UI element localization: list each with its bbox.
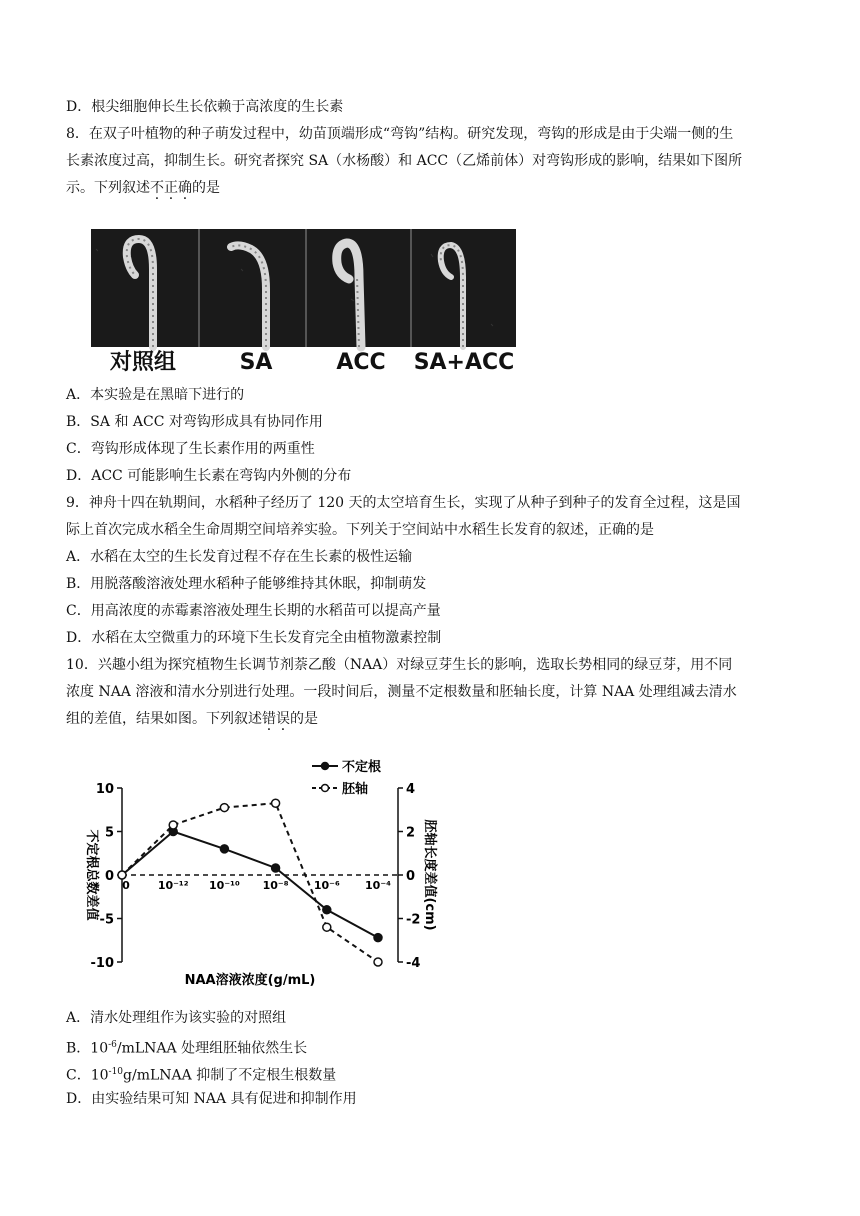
q8-emph-char: 不 — [150, 180, 164, 196]
x-axis-label: NAA溶液浓度(g/mL) — [184, 973, 316, 988]
series-point-0 — [374, 934, 382, 942]
x-tick-label: 10⁻⁸ — [262, 879, 289, 892]
q10-stem-pre: 组的差值，结果如图。下列叙述 — [66, 711, 262, 727]
figure-label-sa: SA — [239, 350, 273, 375]
legend-marker-1 — [322, 785, 329, 792]
legend-label-0: 不定根 — [342, 760, 382, 775]
series-point-0 — [220, 845, 228, 853]
q8-option-c: C．弯钩形成体现了生长素作用的两重性 — [66, 441, 315, 457]
x-tick-label: 0 — [122, 879, 130, 892]
series-point-1 — [220, 804, 228, 812]
q8-stem-line1: 8．在双子叶植物的种子萌发过程中，幼苗顶端形成“弯钩”结构。研究发现，弯钩的形成是由于尖端一侧的生 — [66, 126, 734, 142]
q10-emph-char: 误 — [276, 711, 290, 727]
q10-stem-line3 — [66, 709, 318, 729]
q10-option-c-pre: C．10 — [66, 1067, 109, 1084]
q9-option-d: D．水稻在太空微重力的环境下生长发育完全由植物激素控制 — [66, 630, 442, 646]
q8-option-a: A．本实验是在黑暗下进行的 — [66, 387, 245, 403]
q9-option-a: A．水稻在太空的生长发育过程不存在生长素的极性运输 — [66, 549, 413, 565]
q7-option-d: D．根尖细胞伸长生长依赖于高浓度的生长素 — [66, 99, 344, 115]
left-axis-label: 不定根总数差值 — [84, 829, 99, 921]
q10-option-c — [66, 1062, 336, 1086]
q10-option-b-exp: -6 — [108, 1040, 117, 1050]
q10-option-b-post: /mLNAA 处理组胚轴依然生长 — [116, 1040, 308, 1057]
left-tick-label: 10 — [95, 782, 114, 797]
figure-label-acc: ACC — [336, 350, 386, 375]
naa-chart — [80, 758, 440, 988]
figure-label-sa-acc: SA+ACC — [413, 350, 515, 375]
q10-emph-char: 错 — [262, 711, 276, 727]
q10-option-b-pre: B．10 — [66, 1040, 109, 1057]
q10-stem-line2: 浓度 NAA 溶液和清水分别进行处理。一段时间后，测量不定根数量和胚轴长度，计算 NAA 处理组减去清水 — [66, 684, 737, 700]
left-tick-label: 5 — [104, 825, 114, 841]
q8-emph-char: 正 — [164, 180, 178, 196]
series-point-0 — [272, 864, 280, 872]
q8-stem-line2: 长素浓度过高，抑制生长。研究者探究 SA（水杨酸）和 ACC（乙烯前体）对弯钩形成的影响，结果如下图所 — [66, 153, 743, 169]
q8-stem-pre: 示。下列叙述 — [66, 180, 150, 196]
q10-stem-post: 的是 — [290, 711, 318, 727]
q8-emph-char: 确 — [178, 180, 192, 196]
x-tick-label: 10⁻¹² — [157, 879, 189, 892]
q8-option-b: B．SA 和 ACC 对弯钩形成具有协同作用 — [66, 414, 323, 430]
right-tick-label: -4 — [406, 956, 421, 971]
q10-option-c-exp: -10 — [108, 1067, 124, 1077]
q8-option-d: D．ACC 可能影响生长素在弯钩内外侧的分布 — [66, 468, 352, 484]
q9-stem-line1: 9．神舟十四在轨期间，水稻种子经历了 120 天的太空培育生长，实现了从种子到种子的发育全过程，这是国 — [66, 495, 741, 511]
q9-option-c: C．用高浓度的赤霉素溶液处理生长期的水稻苗可以提高产量 — [66, 603, 441, 619]
q10-option-b — [66, 1035, 307, 1059]
figure-label-control: 对照组 — [109, 350, 177, 375]
x-tick-label: 10⁻⁴ — [365, 879, 391, 892]
x-tick-label: 10⁻⁶ — [313, 879, 340, 892]
q9-option-b: B．用脱落酸溶液处理水稻种子能够维持其休眠，抑制萌发 — [66, 576, 427, 592]
q8-stem-line3 — [66, 178, 220, 198]
right-tick-label: 2 — [406, 825, 416, 841]
series-point-0 — [323, 906, 331, 914]
series-point-1 — [118, 871, 126, 879]
q10-option-d: D．由实验结果可知 NAA 具有促进和抑制作用 — [66, 1091, 357, 1107]
right-tick-label: 4 — [406, 782, 416, 797]
left-tick-label: 0 — [104, 869, 114, 884]
legend-label-1: 胚轴 — [342, 782, 369, 797]
series-point-1 — [323, 923, 331, 931]
right-axis-label: 胚轴长度差值(cm) — [422, 819, 437, 931]
series-point-1 — [374, 958, 382, 966]
legend-marker-0 — [322, 763, 329, 770]
series-point-1 — [169, 821, 177, 829]
seedling-photo — [91, 229, 516, 378]
right-tick-label: -2 — [406, 912, 421, 928]
q8-stem-post: 的是 — [192, 180, 220, 196]
right-tick-label: 0 — [406, 869, 416, 884]
left-tick-label: -10 — [90, 956, 114, 971]
series-point-1 — [272, 799, 280, 807]
q10-stem-line1: 10．兴趣小组为探究植物生长调节剂萘乙酸（NAA）对绿豆芽生长的影响，选取长势相同的绿豆芽，用不同 — [66, 657, 733, 673]
left-tick-label: -5 — [99, 912, 114, 928]
q10-option-a: A．清水处理组作为该实验的对照组 — [66, 1010, 287, 1026]
x-tick-label: 10⁻¹⁰ — [209, 879, 240, 892]
q9-stem-line2: 际上首次完成水稻全生命周期空间培养实验。下列关于空间站中水稻生长发育的叙述，正确的是 — [66, 522, 654, 538]
q10-option-c-post: g/mLNAA 抑制了不定根生根数量 — [123, 1067, 337, 1084]
